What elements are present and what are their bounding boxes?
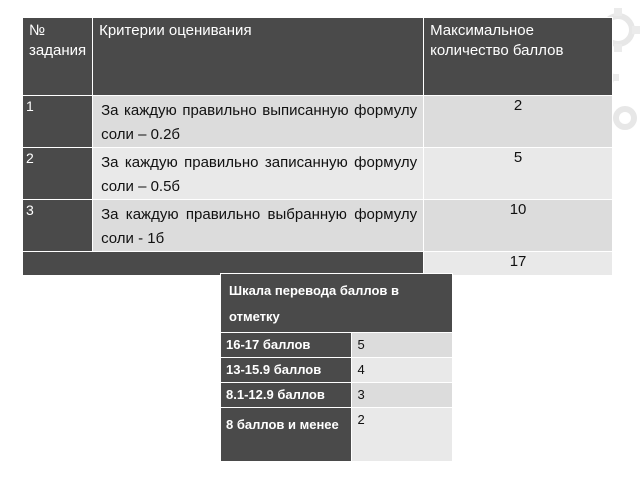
task-number: 2 bbox=[23, 148, 93, 200]
max-points: 5 bbox=[424, 148, 613, 200]
score-range: 8.1-12.9 баллов bbox=[221, 383, 352, 408]
scale-header-row bbox=[221, 274, 453, 333]
score-range: 13-15.9 баллов bbox=[221, 358, 352, 383]
table-header-row bbox=[23, 18, 613, 96]
total-points: 17 bbox=[424, 252, 613, 276]
table-row bbox=[23, 96, 613, 148]
grade-value: 4 bbox=[351, 358, 452, 383]
table-row bbox=[23, 148, 613, 200]
total-label-cell bbox=[23, 252, 424, 276]
header-max-points: Максимальное количество баллов bbox=[424, 18, 613, 96]
max-points: 10 bbox=[424, 200, 613, 252]
criteria-text: За каждую правильно выписанную формулу соли – 0.2б bbox=[93, 96, 424, 148]
criteria-text: За каждую правильно выбранную формулу соли - 1б bbox=[93, 200, 424, 252]
grade-value: 5 bbox=[351, 333, 452, 358]
header-criteria: Критерии оценивания bbox=[93, 18, 424, 96]
total-row bbox=[23, 252, 613, 276]
task-number: 3 bbox=[23, 200, 93, 252]
max-points: 2 bbox=[424, 96, 613, 148]
table-row bbox=[221, 358, 453, 383]
header-task-number: № задания bbox=[23, 18, 93, 96]
scale-title: Шкала перевода баллов в отметку bbox=[221, 274, 453, 333]
score-range: 8 баллов и менее bbox=[221, 408, 352, 462]
task-number: 1 bbox=[23, 96, 93, 148]
criteria-text: За каждую правильно записанную формулу соли – 0.5б bbox=[93, 148, 424, 200]
grade-value: 3 bbox=[351, 383, 452, 408]
grading-criteria-table bbox=[22, 17, 613, 276]
table-row bbox=[221, 383, 453, 408]
table-row bbox=[23, 200, 613, 252]
table-row bbox=[221, 333, 453, 358]
grade-scale-table bbox=[220, 273, 453, 462]
table-row bbox=[221, 408, 453, 462]
grade-value: 2 bbox=[351, 408, 452, 462]
score-range: 16-17 баллов bbox=[221, 333, 352, 358]
